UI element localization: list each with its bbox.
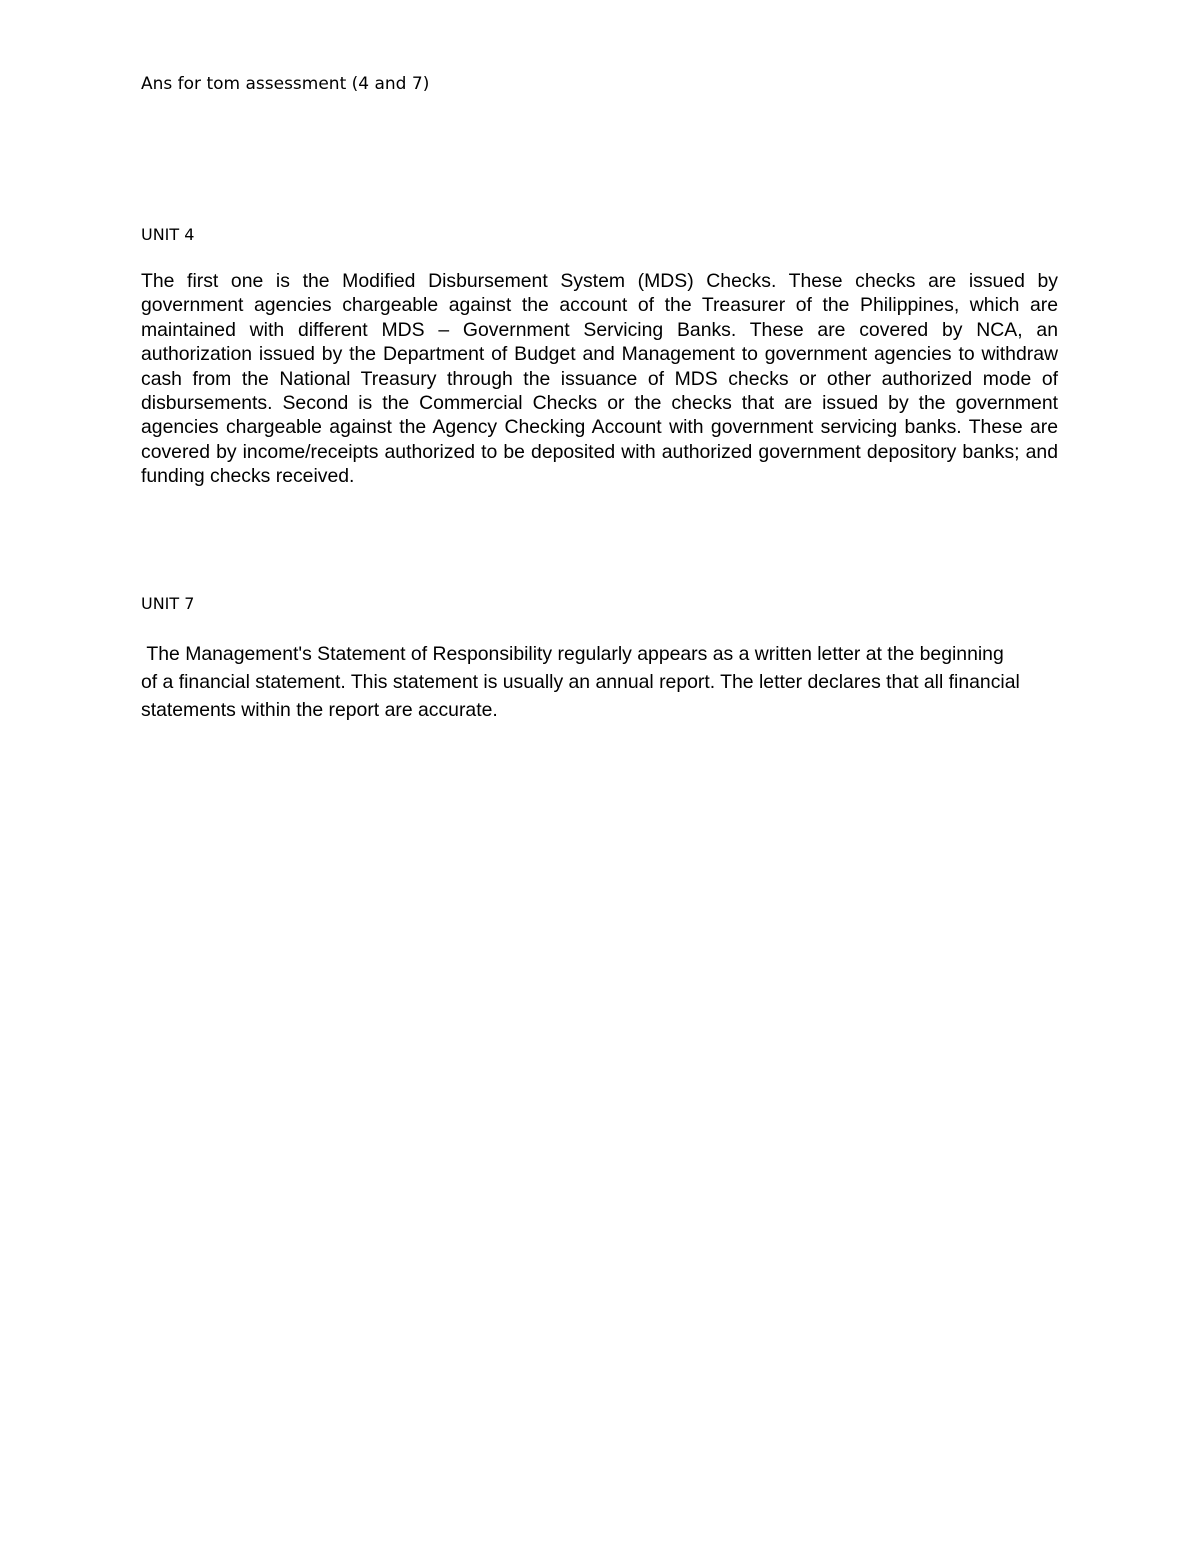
document-title: Ans for tom assessment (4 and 7) [141, 74, 430, 94]
unit-7-paragraph: The Management's Statement of Responsibility regularly appears as a written letter at the beginning of a financial statement. This statement is usually an annual report. The letter declares that all financial statements within the report are accurate. [141, 643, 1026, 721]
unit-7-heading: UNIT 7 [141, 594, 195, 613]
unit-4-paragraph: The first one is the Modified Disbursement System (MDS) Checks. These checks are issued by government agencies chargeable against the account of the Treasurer of the Philippines, which are maintained with different MDS – Government Servicing Banks. These are covered by NCA, an authorization issued by the Department of Budget and Management to government agencies to withdraw cash from the National Treasury through the issuance of MDS checks or other authorized mode of disbursements. Second is the Commercial Checks or the checks that are issued by the government agencies chargeable against the Agency Checking Account with government servicing banks. These are covered by income/receipts authorized to be deposited with authorized government depository banks; and funding checks received. [141, 270, 1058, 488]
unit-4-heading: UNIT 4 [141, 225, 195, 244]
